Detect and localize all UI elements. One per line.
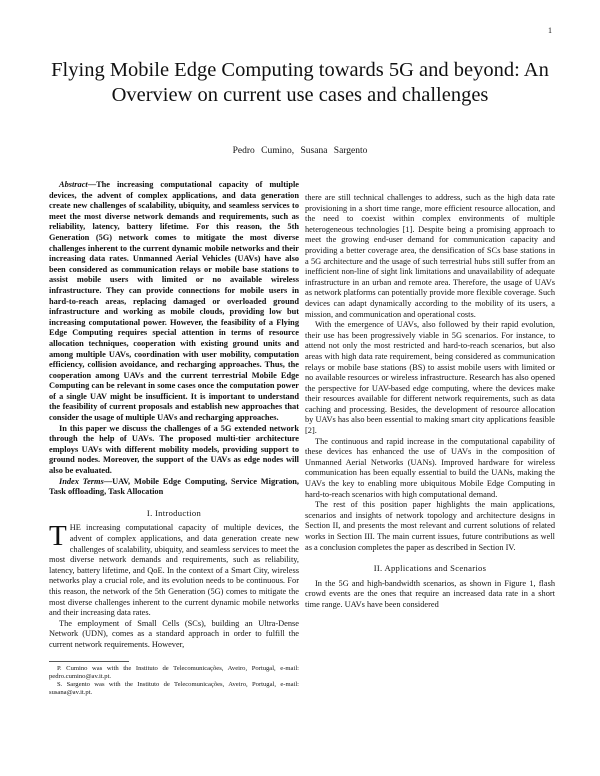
abstract-text: —The increasing computational capacity of multiple devices, the advent of complex applications, and data generation create new challenges of scalability, ubiquity, and seamless services to meet the most diverse network demands and requirements, such as reliability, latency, battery lifetime. For this reason, the 5th Generation (5G) network comes to mitigate the most diverse challenges inherent to the current dynamic mobile networks and their increasing data rates. Unmanned Aerial Vehicles (UAVs) have also been considered as communication relays or mobile base stations to assist mobile users with limited or no available wireless infrastructure. They can provide connections for mobile users in hard-to-reach areas, replacing damaged or overloaded ground infrastructure and working as mobile clouds, providing low but increasing computational power. However, the feasibility of a Flying Edge Computing requires special attention in terms of resource allocation techniques, cooperation with existing ground units and among multiple UAVs, coordination with user mobility, computation efficiency, collision avoidance, and recharging approaches. Thus, the cooperation among UAVs and the current terrestrial Mobile Edge Computing can be relevant in some cases once the computation power of a single UAV might be insufficient. It is important to understand the feasibility of current proposals and establish new approaches that consider the usage of multiple UAVs and recharging approaches. [49,180,299,423]
intro-paragraph-3: there are still technical challenges to address, such as the high data rate provisioning in a short time range, more efficient resource allocation, and the need to coexist within complex environments of multiple heterogeneous technologies [1]. Despite being a promising approach to meet the growing end-user demand for communication capacity and providing a better coverage area, the densification of SCs base stations in a 5G architecture and the usage of such terrestrial hubs still suffer from an inefficient non-line of sight link limitations and unavailability of adequate infrastructure in an urban and remote area. Therefore, the usage of UAVs as network platforms can potentially provide more flexible coverage. Such devices can adapt dynamically according to the mobility of its users, a mission, and communication and operational costs. [305,193,555,319]
section-heading-applications: II. Applications and Scenarios [373,563,487,574]
footnote-2: S. Sargento was with the Instituto de Telecomunicações, Aveiro, Portugal, e-mail: susana@av.it.pt. [49,680,299,696]
intro-paragraph-1 [49,520,299,618]
intro-paragraph-5: The continuous and rapid increase in the computational capability of these devices has enhanced the use of UAVs in the composition of Unmanned Aerial Networks (UANs). Improved hardware for wireless communication has been equally essential to build the UANs, making the UAVs the key to enabling more ubiquitous Mobile Edge Computing in hard-to-reach scenarios with high computational demand. [305,436,555,499]
abstract-paragraph-2: In this paper we discuss the challenges of a 5G extended network through the help of UAVs. The proposed multi-tier architecture employs UAVs with different mobility models, providing support to ground nodes. Moreover, the support of the UAVs as edge nodes will also be evaluated. [49,423,299,476]
paper-title: Flying Mobile Edge Computing towards 5G and beyond: An Overview on current use cases and challenges [51,59,549,106]
intro-paragraph-6: The rest of this position paper highlights the main applications, scenarios and insights of network topology and architecture designs in Section II, and presents the most relevant and current solutions of related works in Section III. The main current issues, future contributions as well as a conclusion completes the paper as described in Section IV. [305,500,555,552]
applications-paragraph-1: In the 5G and high-bandwidth scenarios, as shown in Figure 1, flash crowd events are the ones that require an increased data rate in a short time range. UAVs have been considered [305,578,555,609]
footnote-1: P. Cumino was with the Instituto de Telecomunicações, Aveiro, Portugal, e-mail: pedro.cumino@av.it.pt. [49,664,299,680]
intro-paragraph-4: With the emergence of UAVs, also followed by their rapid evolution, their use has been progressively viable in 5G scenarios. For instance, to attend not only the most restricted and hard-to-reach scenarios, but also areas with high data rate requirement, being considered as communication relays or mobile base stations (BS) to assist mobile users with limited or no available resources or wireless infrastructure. Research has also opened the perspective for UAV-based edge computing, where the devices make their resources available for different network requirements, such as data caching and processing. Besides, the development of resource allocation by UAVs has also been essential to making smart city applications feasible [2]. [305,320,555,436]
intro-paragraph-2: The employment of Small Cells (SCs), building an Ultra-Dense Network (UDN), comes as a standard approach in order to fulfill the current network requirements. However, [49,618,299,649]
section-heading-introduction: I. Introduction [146,507,202,518]
abstract [49,180,299,424]
page-number: 1 [548,26,552,35]
left-column [49,180,299,697]
footnote-divider [49,661,129,662]
index-terms-label: Index Terms [59,476,104,486]
drop-cap: T [49,520,67,553]
index-terms [49,477,299,498]
index-terms-text: —UAV, Mobile Edge Computing, Service Migration, Task offloading, Task Allocation [49,476,299,497]
intro-paragraph-1-text: HE increasing computational capacity of multiple devices, the advent of complex applications, and data generation create new challenges of scalability, ubiquity, and seamless services to meet the most diverse network demands and requirements, such as reliability, latency, battery lifetime, and QoE. In the context of a Smart City, wireless networks play a crucial role, and its evolution needs to be continuous. For this reason, the network of the 5th Generation (5G) comes to mitigate the most diverse challenges inherent to the current dynamic mobile networks and their increasing data rates. [49,523,299,618]
right-column [305,193,555,611]
paper-authors: Pedro Cumino, Susana Sargento [232,146,368,156]
abstract-label: Abstract [59,180,88,189]
